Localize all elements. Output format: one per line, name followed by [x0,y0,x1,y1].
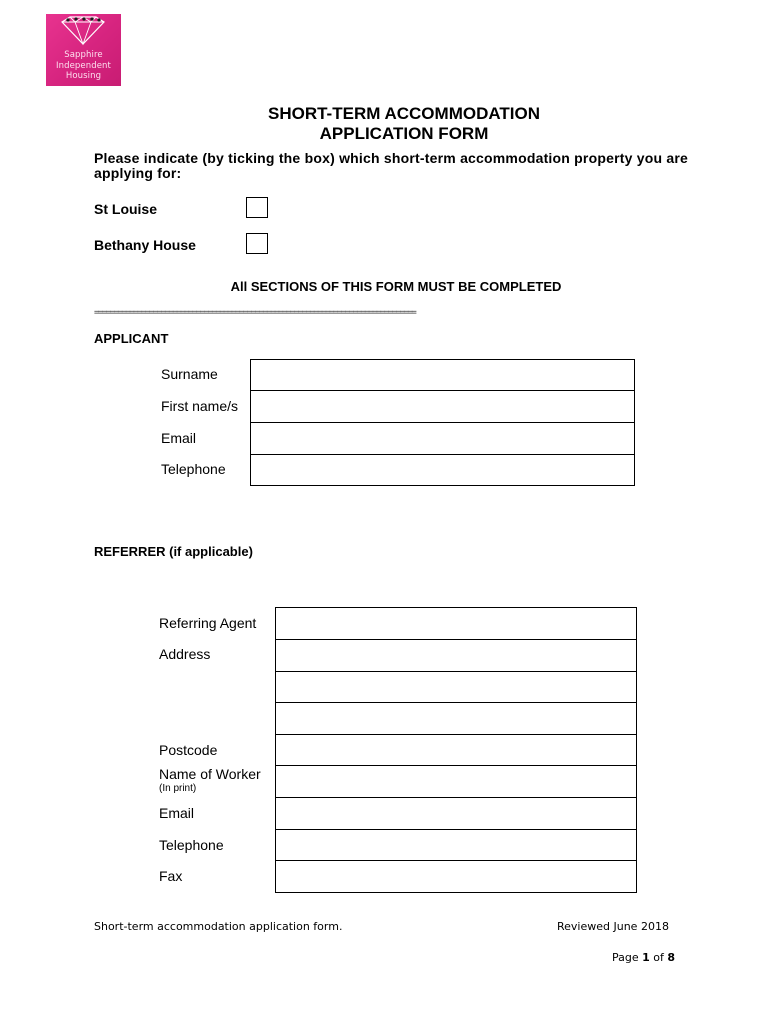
surname-label: Surname [161,366,218,382]
applicant-telephone-label: Telephone [161,461,226,477]
form-title-line-1: SHORT-TERM ACCOMMODATION [268,104,540,123]
footer-review-date: Reviewed June 2018 [557,920,669,933]
fax-field[interactable] [275,860,637,893]
worker-name-field[interactable] [275,765,637,798]
checkbox-bethany-house[interactable] [246,233,268,254]
applicant-email-label: Email [161,430,197,446]
fax-label: Fax [159,868,183,884]
applicant-email-field[interactable] [250,422,635,455]
checkbox-st-louise[interactable] [246,197,268,218]
address-label: Address [159,646,211,662]
address-line-1-field[interactable] [275,639,637,672]
page-number [612,951,675,964]
page-current: 1 [642,951,650,964]
referring-agent-label: Referring Agent [159,615,257,631]
referrer-telephone-field[interactable] [275,829,637,861]
applicant-telephone-field[interactable] [250,454,635,486]
logo-line-3: Housing [65,71,102,81]
referring-agent-field[interactable] [275,607,637,640]
section-divider: ================================================================================== [94,308,416,318]
first-name-label: First name/s [161,398,239,414]
logo-text [46,50,121,82]
sapphire-logo [46,14,121,86]
surname-field[interactable] [250,359,635,391]
address-line-2-field[interactable] [275,671,637,703]
worker-name-label: Name of Worker [159,766,261,782]
postcode-label: Postcode [159,742,218,758]
form-title-line-2: APPLICATION FORM [319,124,489,143]
page-prefix: Page [612,951,643,964]
completion-notice: All SECTIONS OF THIS FORM MUST BE COMPLETED [230,279,562,294]
intro-instruction: Please indicate (by ticking the box) which short-term accommodation property you are applying for: [94,150,688,181]
referrer-telephone-label: Telephone [159,837,224,853]
applicant-heading: APPLICANT [94,331,169,346]
address-line-3-field[interactable] [275,702,637,735]
worker-name-sublabel: (In print) [159,783,197,794]
diamond-icon [46,14,121,54]
referrer-email-label: Email [159,805,195,821]
footer-form-name: Short-term accommodation application form. [94,920,343,933]
property-label-st-louise: St Louise [94,201,158,217]
logo-line-2: Independent [56,60,111,71]
logo-line-1: Sapphire [64,50,103,60]
postcode-field[interactable] [275,734,637,766]
referrer-email-field[interactable] [275,797,637,830]
property-label-bethany-house: Bethany House [94,237,196,253]
page-total: 8 [667,951,676,964]
first-name-field[interactable] [250,390,635,423]
referrer-heading: REFERRER (if applicable) [94,544,253,559]
page-of: of [649,951,668,964]
